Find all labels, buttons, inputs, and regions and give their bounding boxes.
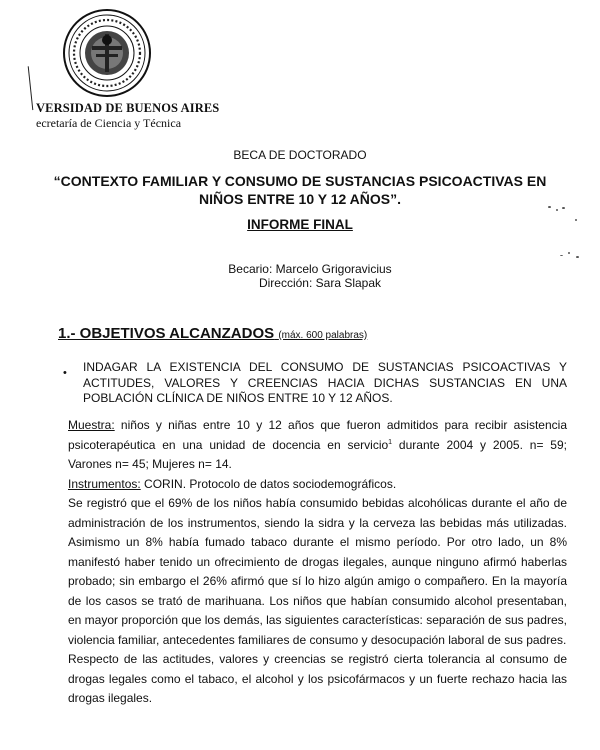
title-line-1: “CONTEXTO FAMILIAR Y CONSUMO DE SUSTANCIAS PSICOACTIVAS EN — [53, 173, 547, 189]
scan-speck — [548, 206, 551, 208]
scan-speck — [556, 209, 558, 211]
instruments-text: CORIN. Protocolo de datos sociodemográficos. — [140, 476, 397, 491]
director-name: Dirección: Sara Slapak — [258, 276, 382, 290]
section-heading — [58, 325, 367, 342]
department-name: ecretaría de Ciencia y Técnica — [36, 116, 182, 130]
fellow-name: Becario: Marcelo Grigoravicius — [228, 262, 392, 276]
grant-type: BECA DE DOCTORADO — [233, 148, 367, 162]
sample-text-a: niños y niñas entre 10 y 12 años que fueron admitidos para recibir asistencia psicoterapéutica en una unidad de docencia en servicio — [68, 418, 567, 452]
findings-paragraph: Se registró que el 69% de los niños había consumido bebidas alcohólicas durante el año de administración de los instrumentos, siendo la sidra y la cerveza las bebidas más utilizadas. Asimismo un 8% había fumado tabaco durante el mismo período. Por otro lado, un 8% manifestó haber tenido un ofrecimiento de drogas ilegales, aunque ninguno afirmó haberlas probado; sin embargo el 26% afirmó que sí lo hizo algún amigo o compañero. En la mayoría de los casos se trató de marihuana. Los niños que habían consumido alcohol presentaban, en mayor proporción que los demás, las siguientes características: separación de sus padres, violencia familiar, antecedentes familiares de consumo y desocupación laboral de sus padres. — [68, 496, 567, 647]
word-limit-note: (máx. 600 palabras) — [278, 330, 368, 341]
scan-speck — [568, 252, 570, 254]
document-title — [30, 172, 570, 208]
objective-text: INDAGAR LA EXISTENCIA DEL CONSUMO DE SUSTANCIAS PSICOACTIVAS Y ACTITUDES, VALORES Y CREENCIAS HACIA DICHAS SUSTANCIAS EN UNA POBLACIÓN CLÍNICA DE NIÑOS ENTRE 10 Y 12 AÑOS. — [83, 360, 567, 405]
instruments-label: Instrumentos: — [68, 476, 141, 491]
scan-speck — [575, 219, 577, 221]
instruments-paragraph — [68, 475, 567, 495]
attitudes-paragraph: Respecto de las actitudes, valores y creencias se registró cierta tolerancia al consumo de drogas legales como el tabaco, el alcohol y los psicofármacos y un fuerte rechazo hacia las drogas ilegales. — [68, 652, 567, 705]
university-seal-logo — [62, 8, 152, 98]
footnote-marker: 1 — [388, 438, 393, 446]
scan-speck — [560, 255, 563, 256]
section-title: 1.- OBJETIVOS ALCANZADOS — [58, 325, 275, 342]
scan-speck — [576, 256, 579, 258]
sample-text-b: durante 2004 y 2005. n= 59; Varones n= 45; Mujeres n= 14. — [68, 437, 567, 471]
section-body — [68, 416, 567, 709]
sample-label: Muestra: — [68, 418, 115, 432]
report-heading: INFORME FINAL — [247, 217, 353, 232]
institution-name: VERSIDAD DE BUENOS AIRES — [36, 101, 220, 115]
sample-paragraph — [68, 416, 567, 475]
title-line-2: NIÑOS ENTRE 10 Y 12 AÑOS”. — [198, 191, 402, 207]
scan-speck — [562, 207, 565, 209]
bullet-icon: • — [63, 367, 67, 379]
